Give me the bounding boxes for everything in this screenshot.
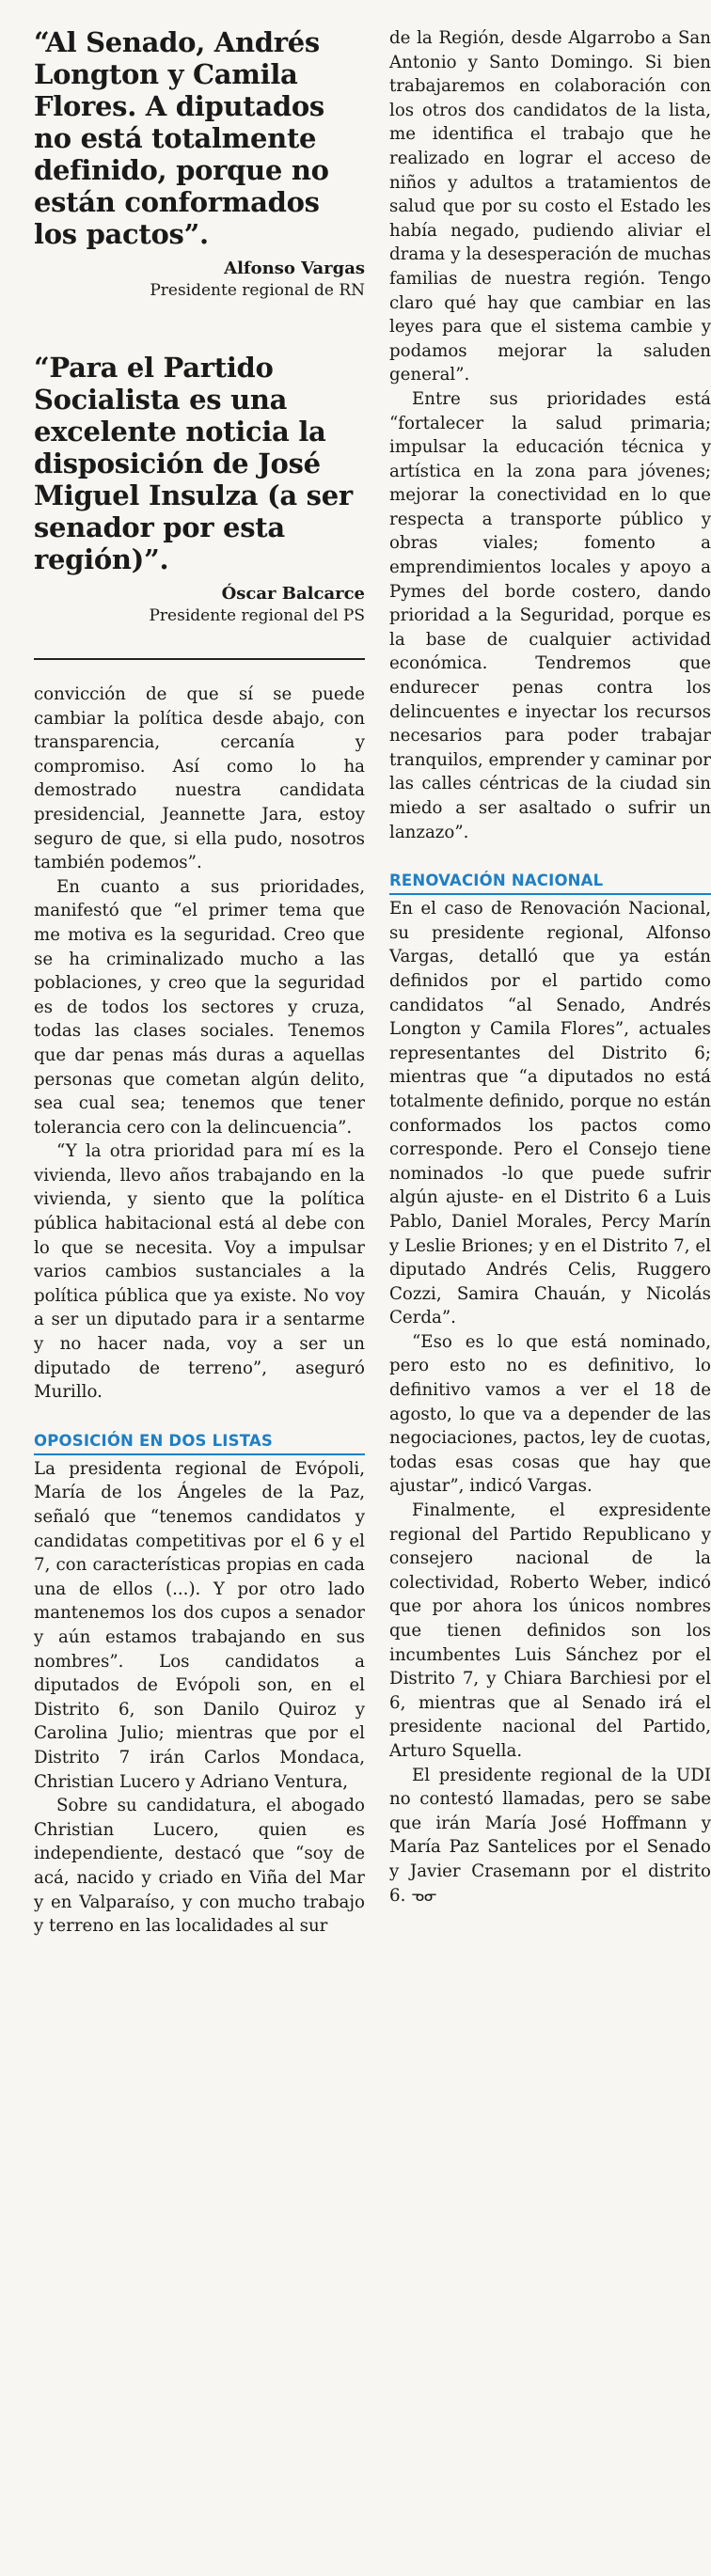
article-columns [34, 26, 711, 1939]
pull-quote-text: “Para el Partido Socialista es una excelente noticia la disposición de José Miguel Insulza (a ser senador por esta región)”. [34, 352, 353, 575]
pull-quote-role: Presidente regional de RN [150, 281, 365, 300]
paragraph: En el caso de Renovación Nacional, su presidente regional, Alfonso Vargas, detalló que ya están definidos por el partido como candidatos “al Senado, Andrés Longton y Camila Flores”, actuales representantes del Distrito 6; mientras que “a diputados no está totalmente definido, porque no están conformados los pactos como corresponde. Pero el Consejo tiene nominados -lo que puede sufrir algún ajuste- en el Distrito 6 a Luis Pablo, Daniel Morales, Percy Marín y Leslie Briones; y en el Distrito 7, el diputado Andrés Celis, Ruggero Cozzi, Samira Chauán, y Nicolás Cerda”. [389, 899, 711, 1328]
paragraph: “Y la otra prioridad para mí es la vivienda, llevo años trabajando en la vivienda, y siento que la política pública habitacional está al debe con lo que se necesita. Voy a impulsar varios cambios sustanciales a la política pública que ya existe. No voy a ser un diputado para ir a sentarme y no hacer nada, voy a ser un diputado de terreno”, aseguró Murillo. [34, 1141, 365, 1403]
paragraph: Sobre su candidatura, el abogado Christian Lucero, quien es independiente, destacó que “soy de acá, nacido y criado en Viña del Mar y en Valparaíso, y con mucho trabajo y terreno en las localidades al sur [34, 1796, 365, 1937]
paragraph: convicción de que sí se puede cambiar la política desde abajo, con transparencia, cercanía y compromiso. Así como lo ha demostrado nuestra candidata presidencial, Jeannette Jara, estoy seguro de que, si ella pudo, nosotros también podemos”. [34, 684, 365, 873]
paragraph: de la Región, desde Algarrobo a San Antonio y Santo Domingo. Si bien trabajaremos en colaboración con los otros dos candidatos de la lista, me identifica el trabajo que he realizado en lograr el acceso de niños y adultos a tratamientos de salud que por su costo el Estado les había negado, pudiendo aliviar el drama y la desesperación de muchas familias de nuestra región. Tengo claro qué hay que cambiar en las leyes para que el sistema cambie y podamos mejorar la saluden general”. [389, 28, 711, 385]
pull-quote-vargas [34, 26, 365, 301]
paragraph: La presidenta regional de Evópoli, María de los Ángeles de la Paz, señaló que “tenemos candidatos y candidatas competitivas por el 6 y el 7, con características propias en cada una de ellos (...). Y por otro lado mantenemos los dos cupos a senador y aún estamos trabajando en sus nombres”. Los candidatos a diputados de Evópoli son, en el Distrito 6, son Danilo Quiroz y Carolina Julio; mientras que por el Distrito 7 irán Carlos Mondaca, Christian Lucero y Adriano Ventura, [34, 1458, 365, 1792]
paragraph-final [389, 1764, 711, 1908]
paragraph: Entre sus prioridades está “fortalecer la salud primaria; impulsar la educación técnica y artística en la zona para jóvenes; mejorar la conectividad en lo que respecta a transporte público y obras viales; fomento a emprendimientos locales y apoyo a Pymes del borde costero, dando prioridad a la Seguridad, porque es la base de cualquier actividad económica. Tendremos que endurecer penas contra los delincuentes e inyectar los recursos necesarios para poder trabajar tranquilos, emprender y caminar por las calles céntricas de la ciudad sin miedo a ser asaltado o sufrir un lanzazo”. [389, 388, 711, 842]
end-mark-icon: ᓀᓂ [411, 1886, 437, 1905]
pull-quote-text: “Al Senado, Andrés Longton y Camila Flores. A diputados no está totalmente definido, porque no están conformados los pactos”. [34, 26, 329, 250]
paragraph: Finalmente, el expresidente regional del Partido Republicano y consejero nacional de la colectividad, Roberto Weber, indicó que por ahora los únicos nombres que tienen definidos son los incumbentes Luis Sánchez por el Distrito 7, y Chiara Barchiesi por el 6, mientras que al Senado irá el presidente nacional del Partido, Arturo Squella. [389, 1500, 711, 1761]
section-heading: OPOSICIÓN EN DOS LISTAS [34, 1431, 365, 1455]
paragraph: En cuanto a sus prioridades, manifestó que “el primer tema que me motiva es la seguridad. Creo que se ha criminalizado mucho a las poblaciones, y creo que la seguridad es de todos los sectores y cruza, todas las clases sociales. Tenemos que dar penas más duras a aquellas personas que cometan algún delito, sea cual sea; tenemos que tener tolerancia cero con la delincuencia”. [34, 876, 365, 1138]
paragraph-text: El presidente regional de la UDI no contestó llamadas, pero se sabe que irán María José Hoffmann y María Paz Santelices por el Senado y Javier Crasemann por el distrito 6. [389, 1765, 711, 1906]
pull-quote-author: Alfonso Vargas [224, 259, 365, 278]
pull-quote-author: Óscar Balcarce [221, 584, 365, 604]
left-column [34, 26, 365, 1939]
pull-quote-role: Presidente regional del PS [149, 606, 365, 625]
right-column [389, 26, 711, 1939]
paragraph: “Eso es lo que está nominado, pero esto no es definitivo, lo definitivo vamos a ver el 18 de agosto, lo que va a depender de las negociaciones, pactos, ley de cuotas, todas esas cosas que hay que ajustar”, indicó Vargas. [389, 1331, 711, 1497]
divider [34, 658, 365, 660]
pull-quote-balcarce [34, 352, 365, 626]
section-heading: RENOVACIÓN NACIONAL [389, 871, 711, 895]
